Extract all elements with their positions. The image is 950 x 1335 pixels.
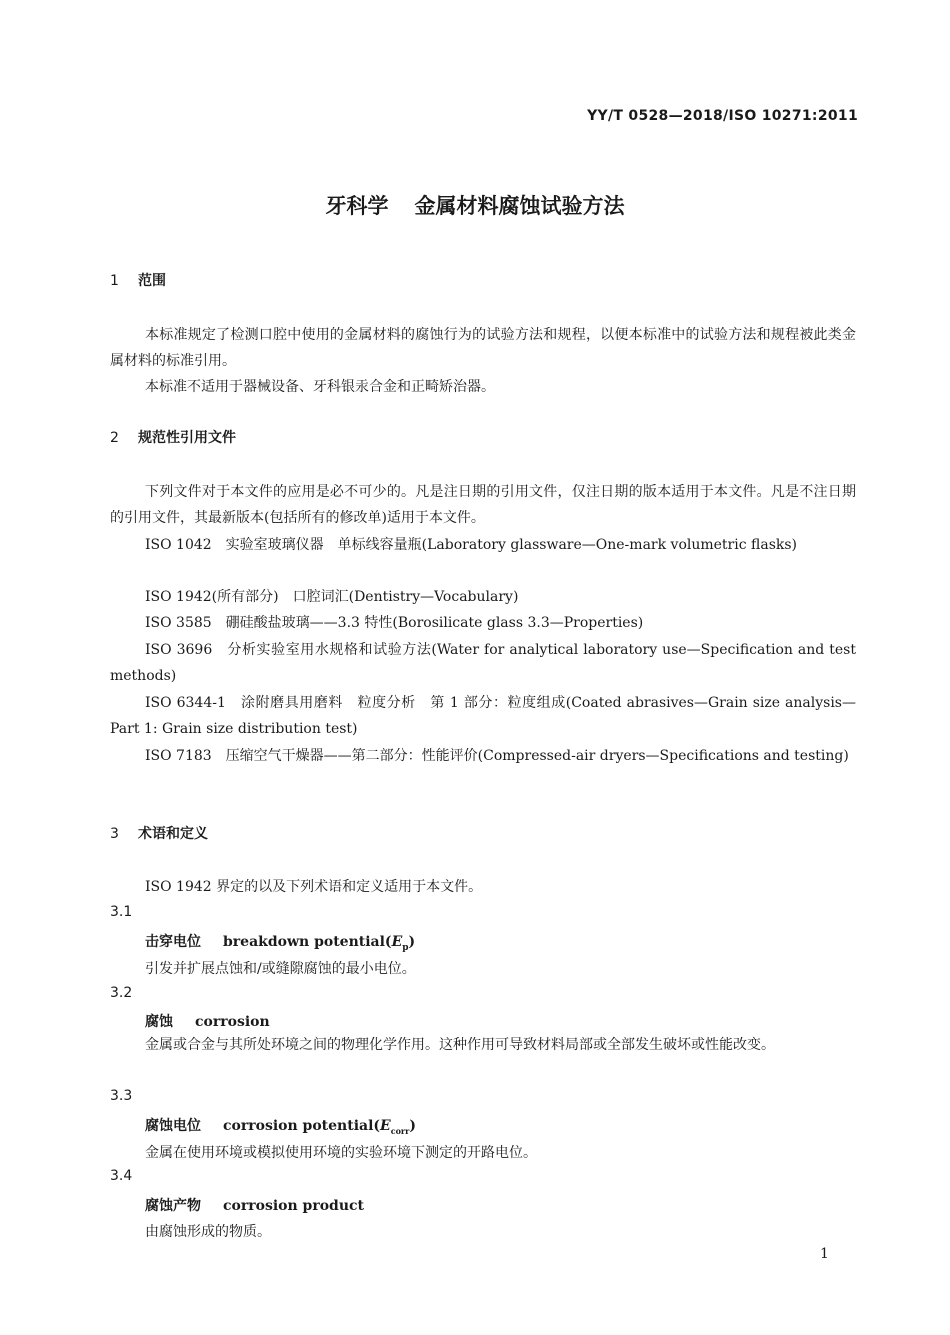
- section-2-intro: 下列文件对于本文件的应用是必不可少的。凡是注日期的引用文件，仅注日期的版本适用于本文件。凡是不注日期的引用文件，其最新版本(包括所有的修改单)适用于本文件。: [110, 484, 856, 526]
- term-definition: 引发并扩展点蚀和/或缝隙腐蚀的最小电位。: [145, 961, 416, 977]
- section-1-title: 范围: [138, 273, 166, 289]
- section-2-number: 2: [110, 430, 119, 446]
- term-corrosion-potential: [145, 1115, 416, 1136]
- section-1-number: 1: [110, 273, 119, 289]
- term-zh: 击穿电位: [145, 934, 201, 950]
- reference-iso6344-1: ISO 6344-1 涂附磨具用磨料 粒度分析 第 1 部分：粒度组成(Coated abrasives—Grain size analysis—Part 1: Grain size distribution test): [110, 695, 856, 737]
- term-symbol: E: [391, 934, 403, 950]
- term-en: corrosion: [195, 1014, 270, 1030]
- section-1-para2: 本标准不适用于器械设备、牙科银汞合金和正畸矫治器。: [145, 379, 495, 395]
- term-zh: 腐蚀电位: [145, 1118, 201, 1134]
- section-3-number: 3: [110, 826, 119, 842]
- section-1-heading: [110, 270, 166, 290]
- document-title: [0, 190, 950, 220]
- term-definition: 金属或合金与其所处环境之间的物理化学作用。这种作用可导致材料局部或全部发生破坏或性能改变。: [145, 1037, 775, 1053]
- term-en: corrosion potential(: [223, 1118, 381, 1134]
- term-definition: 由腐蚀形成的物质。: [145, 1224, 271, 1240]
- clause-number: 3.2: [110, 985, 133, 1001]
- reference-iso1042: ISO 1042 实验室玻璃仪器 单标线容量瓶(Laboratory glassware—One-mark volumetric flasks): [145, 537, 798, 553]
- term-close: ): [408, 934, 416, 950]
- term-symbol: E: [380, 1118, 391, 1134]
- section-3-intro: ISO 1942 界定的以及下列术语和定义适用于本文件。: [145, 879, 483, 895]
- clause-number: 3.3: [110, 1088, 133, 1104]
- clause-number: 3.1: [110, 904, 133, 920]
- reference-iso7183: ISO 7183 压缩空气干燥器——第二部分：性能评价(Compressed-air dryers—Specifications and testing): [145, 748, 849, 764]
- term-breakdown-potential: [145, 931, 415, 953]
- section-3-title: 术语和定义: [138, 826, 208, 842]
- clause-number: 3.4: [110, 1168, 133, 1184]
- term-en: corrosion product: [223, 1198, 365, 1214]
- section-1-para1: 本标准规定了检测口腔中使用的金属材料的腐蚀行为的试验方法和规程，以便本标准中的试验方法和规程被此类金属材料的标准引用。: [110, 327, 856, 369]
- reference-iso3696: ISO 3696 分析实验室用水规格和试验方法(Water for analytical laboratory use—Specification and test methods): [110, 642, 856, 684]
- term-symbol-subscript: p: [402, 942, 409, 953]
- title-part2: 金属材料腐蚀试验方法: [414, 194, 625, 218]
- section-2-heading: [110, 427, 236, 447]
- term-en: breakdown potential(: [223, 934, 392, 950]
- page-number: 1: [820, 1246, 829, 1262]
- standard-code: YY/T 0528—2018/ISO 10271:2011: [587, 108, 858, 124]
- title-part1: 牙科学: [325, 194, 389, 218]
- term-definition: 金属在使用环境或模拟使用环境的实验环境下测定的开路电位。: [145, 1145, 537, 1161]
- section-2-title: 规范性引用文件: [138, 430, 236, 446]
- section-3-heading: [110, 823, 208, 843]
- reference-iso1942: ISO 1942(所有部分) 口腔词汇(Dentistry—Vocabulary): [145, 589, 519, 605]
- reference-iso3585: ISO 3585 硼硅酸盐玻璃——3.3 特性(Borosilicate glass 3.3—Properties): [145, 615, 644, 631]
- term-corrosion-product: [145, 1195, 364, 1215]
- term-symbol-subscript: corr: [390, 1125, 410, 1136]
- term-close: ): [409, 1118, 416, 1134]
- term-zh: 腐蚀: [145, 1014, 173, 1030]
- term-corrosion: [145, 1011, 270, 1031]
- term-zh: 腐蚀产物: [145, 1198, 201, 1214]
